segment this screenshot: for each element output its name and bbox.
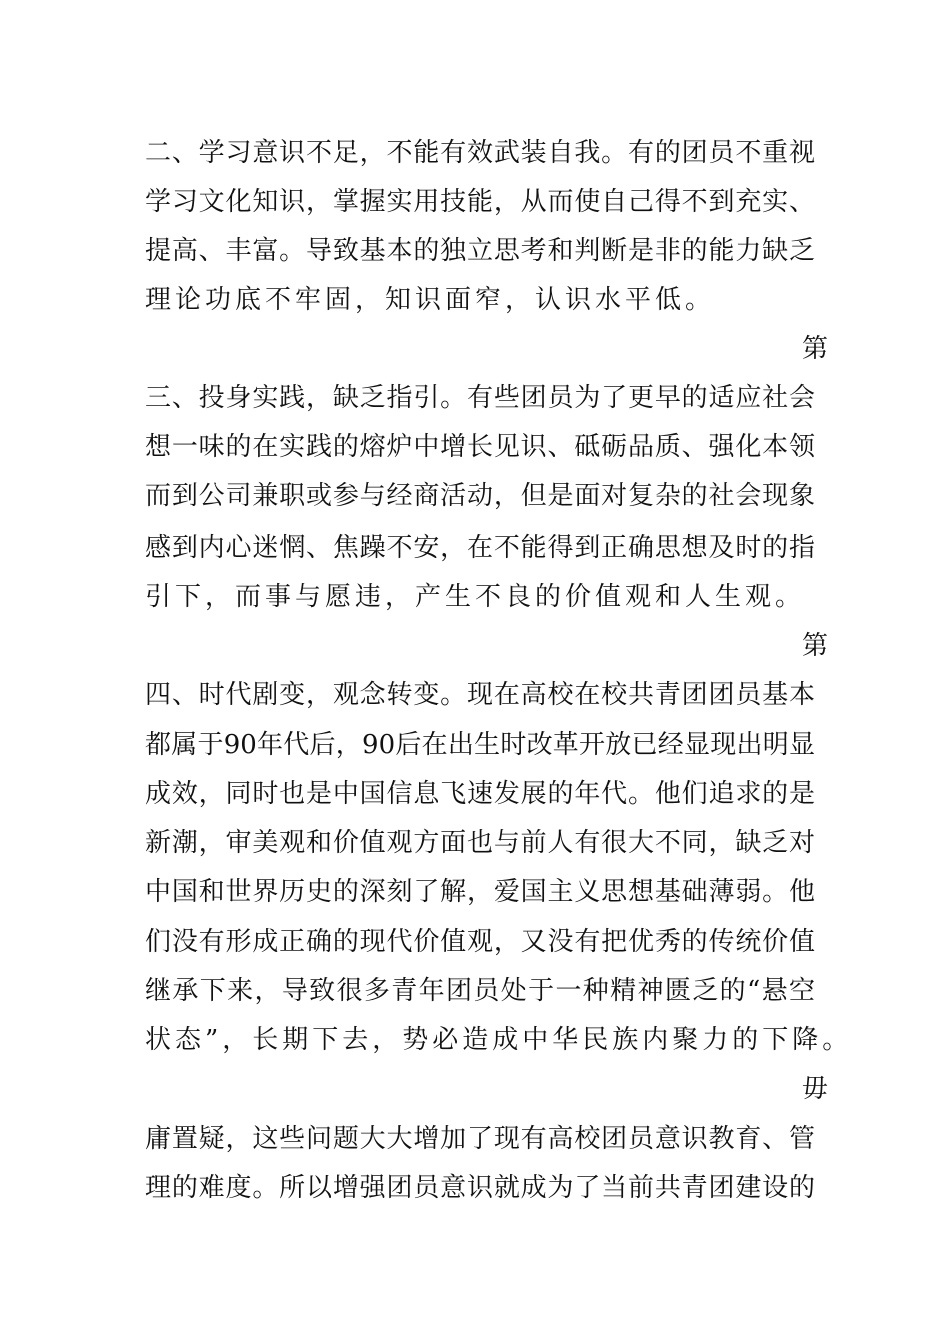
text-line: 们没有形成正确的现代价值观，又没有把优秀的传统价值 xyxy=(145,927,815,957)
text-line: 而到公司兼职或参与经商活动，但是面对复杂的社会现象 xyxy=(145,481,815,511)
text-line: 三、投身实践，缺乏指引。有些团员为了更早的适应社会 xyxy=(145,383,815,413)
line-continuation-marker: 第 xyxy=(801,631,828,661)
text-line: 提高、丰富。导致基本的独立思考和判断是非的能力缺乏 xyxy=(145,236,815,266)
text-line: 二、学习意识不足，不能有效武装自我。有的团员不重视 xyxy=(145,138,815,168)
text-line: 状态”，长期下去，势必造成中华民族内聚力的下降。 xyxy=(145,1025,853,1055)
text-line: 新潮，审美观和价值观方面也与前人有很大不同，缺乏对 xyxy=(145,828,815,858)
text-line: 理论功底不牢固，知识面窄，认识水平低。 xyxy=(145,285,716,315)
text-line: 继承下来，导致很多青年团员处于一种精神匮乏的“悬空 xyxy=(145,976,815,1006)
line-continuation-marker: 第 xyxy=(801,334,828,364)
text-line: 引下，而事与愿违，产生不良的价值观和人生观。 xyxy=(145,582,806,612)
text-line: 感到内心迷惘、焦躁不安，在不能得到正确思想及时的指 xyxy=(145,533,815,563)
text-line: 学习文化知识，掌握实用技能，从而使自己得不到充实、 xyxy=(145,187,815,217)
text-line: 庸置疑，这些问题大大增加了现有高校团员意识教育、管 xyxy=(145,1124,815,1154)
text-line: 都属于90年代后，90后在出生时改革开放已经显现出明显 xyxy=(145,730,815,760)
text-line: 理的难度。所以增强团员意识就成为了当前共青团建设的 xyxy=(145,1173,815,1203)
text-line: 四、时代剧变，观念转变。现在高校在校共青团团员基本 xyxy=(145,680,815,710)
line-continuation-marker: 毋 xyxy=(801,1074,828,1104)
text-line: 中国和世界历史的深刻了解，爱国主义思想基础薄弱。他 xyxy=(145,877,815,907)
text-line: 想一味的在实践的熔炉中增长见识、砥砺品质、强化本领 xyxy=(145,432,815,462)
text-line: 成效，同时也是中国信息飞速发展的年代。他们追求的是 xyxy=(145,779,815,809)
